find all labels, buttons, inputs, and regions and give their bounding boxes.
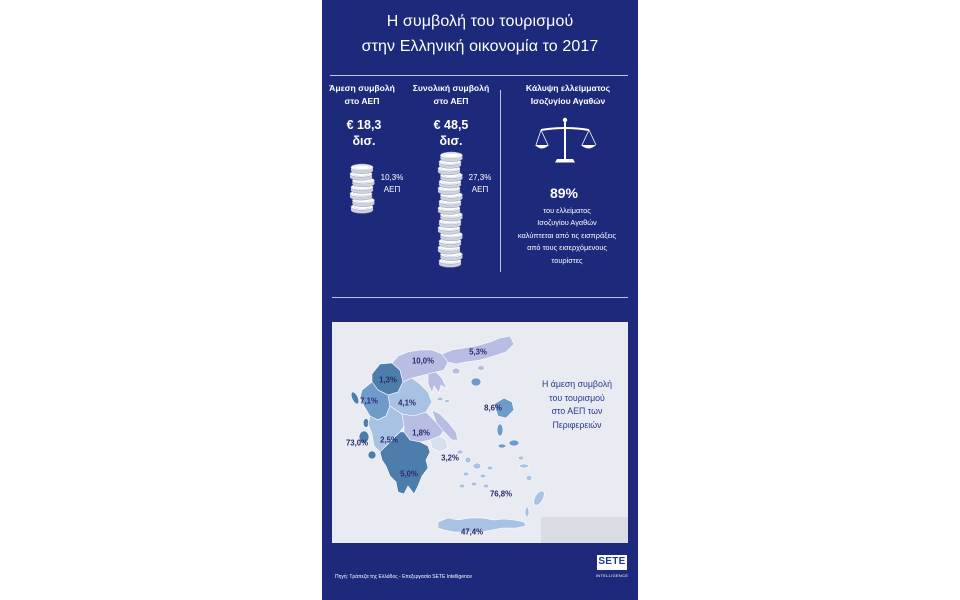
share-label: ΑΕΠ: [383, 185, 401, 194]
description-line: τουρίστες: [551, 255, 583, 265]
coin: [440, 152, 462, 162]
heading-line: στο ΑΕΠ: [344, 96, 380, 106]
region-value-epirus: 7,1%: [360, 396, 378, 406]
amount-unit: δισ.: [439, 134, 463, 148]
direct-contribution-heading: [317, 82, 407, 108]
map-island: [478, 366, 485, 371]
logo-subtitle: INTELLIGENCE: [595, 573, 629, 578]
share-value: 10,3%: [380, 173, 404, 182]
region-value-peloponnese: 5,0%: [400, 469, 418, 479]
map-island: [471, 378, 481, 386]
map-island: [487, 466, 493, 470]
heading-line: Κάλυψη ελλείμματος: [525, 83, 611, 93]
map-island: [526, 476, 532, 481]
divider-vertical: [500, 90, 501, 272]
heading-line: στο ΑΕΠ: [433, 96, 469, 106]
region-value-south-aegean: 76,8%: [489, 489, 513, 499]
region-value-thessaly: 4,1%: [398, 398, 416, 408]
map-island: [520, 464, 529, 468]
map-island: [497, 424, 503, 436]
amount-value: € 48,5: [433, 118, 469, 132]
map-island: [473, 463, 481, 469]
description-line: του ελλείματος: [543, 206, 591, 215]
map-island: [509, 440, 519, 446]
region-value-attica: 3,2%: [441, 453, 459, 463]
caption-line: στο ΑΕΠ των: [551, 406, 603, 417]
share-value: 27,3%: [468, 173, 492, 182]
map-corner-panel: [541, 517, 628, 543]
region-value-central-greece: 1,8%: [412, 428, 430, 438]
region-value-ionian-islands: 73,0%: [345, 438, 369, 448]
heading-line: Συνολική συμβολή: [412, 83, 490, 93]
map-island: [471, 482, 477, 486]
heading-line: Ισοζυγίου Αγαθών: [530, 96, 606, 106]
map-island: [483, 484, 489, 488]
map-island: [463, 472, 469, 476]
amount-unit: δισ.: [352, 134, 376, 148]
map-island: [498, 444, 506, 448]
heading-line: Άμεση συμβολή: [329, 83, 395, 93]
caption-line: Περιφερειών: [552, 420, 602, 431]
region-value-central-macedonia: 10,0%: [411, 356, 435, 366]
map-island: [437, 397, 443, 401]
region-value-north-aegean: 8,6%: [484, 403, 502, 413]
total-gdp-share: [467, 172, 493, 196]
direct-contribution-amount: [324, 117, 404, 149]
title-line-1: Η συμβολή του τουρισμού: [386, 13, 574, 30]
deficit-coverage-percent: 89%: [549, 185, 579, 201]
total-contribution-amount: [411, 117, 491, 149]
deficit-coverage-description: [507, 205, 627, 267]
source-note: Πηγή: Τράπεζα της Ελλάδος - Επεξεργασία SETE Intelligence: [335, 574, 473, 580]
trade-deficit-heading: [513, 82, 623, 108]
caption-line: του τουρισμού: [549, 392, 605, 403]
coin-stack-icon: [347, 153, 377, 215]
divider-top: [330, 75, 628, 76]
share-label: ΑΕΠ: [471, 185, 489, 194]
map-island: [465, 457, 471, 463]
amount-value: € 18,3: [346, 118, 382, 132]
map-island: [368, 451, 376, 459]
description-line: καλύπτεται από τις εισπράξεις: [517, 230, 617, 240]
total-contribution-heading: [401, 82, 501, 108]
caption-line: Η άμεση συμβολή: [541, 379, 613, 389]
title-line-2: στην Ελληνική οικονομία το 2017: [361, 38, 599, 55]
scale-icon: [535, 115, 597, 165]
direct-gdp-share: [379, 172, 405, 196]
region-value-west-macedonia: 1,3%: [379, 375, 397, 385]
map-island: [452, 368, 460, 374]
map-island: [525, 507, 529, 517]
region-value-western-greece: 2,5%: [380, 435, 398, 445]
sete-logo: [597, 555, 627, 570]
map-island: [445, 399, 450, 402]
map-caption: [527, 378, 627, 433]
map-island: [518, 456, 524, 460]
map-island: [480, 474, 486, 478]
coin-stack-icon: [435, 147, 465, 269]
map-island: [459, 484, 465, 488]
description-line: Ισοζυγίου Αγαθών: [537, 218, 597, 228]
region-value-crete: 47,4%: [460, 527, 484, 537]
divider-middle: [332, 297, 628, 298]
region-value-east-macedonia-thrace: 5,3%: [469, 347, 487, 357]
coin: [351, 164, 373, 174]
logo-name: SETE: [598, 556, 626, 567]
description-line: από τους εισερχόμενους: [527, 243, 607, 253]
